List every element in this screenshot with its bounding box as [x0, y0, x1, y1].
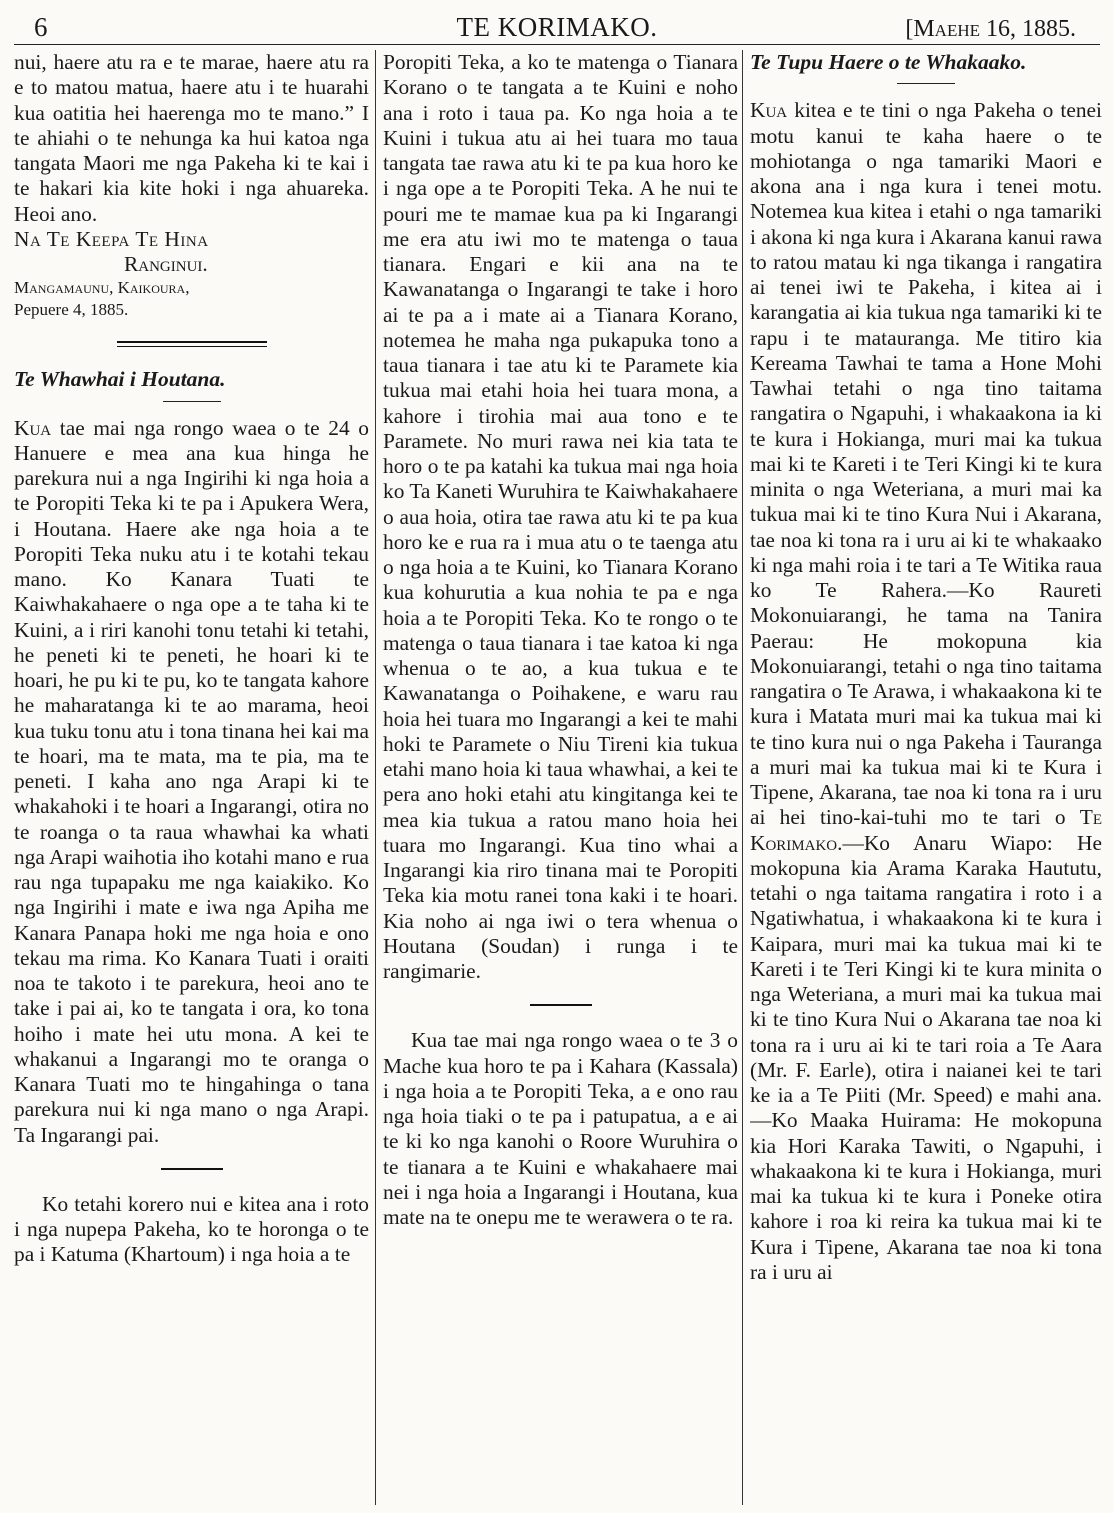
- column-divider: [375, 50, 376, 1505]
- signature-line: Ranginui.: [124, 252, 208, 276]
- article-paragraph: Ko tetahi korero nui e kitea ana i roto i nga nupepa Pakeha, ko te horonga o te pa i Katuma (Khartoum) i nga hoia a te: [14, 1191, 369, 1267]
- signature-line: Na Te Keepa Te Hina: [14, 226, 209, 251]
- dateline-date: Pepuere 4, 1885.: [14, 300, 129, 320]
- heading-rule: [163, 401, 221, 402]
- article-paragraph: nui, haere atu ra e te marae, haere atu ra e to matou matua, haere atu i te huarahi kua oatitia hei haerenga mo te mano.” I te ahiahi o te nehunga ka hui katoa nga tangata Maori me nga Pakeha ki te kai i te hakari kia kite hoki i nga ahuareka. Heoi ano.: [14, 50, 369, 226]
- article-paragraph: Poropiti Teka, a ko te matenga o Tianara Korano o te tangata a te Kuini e noho ana i roto i taua pa. Ko nga hoia a te Kuini i tukua atu ai hei tuara mo taua tangata tae rawa atu ki te pa kua horo ke i nga ope a te Poropiti Teka. A he nui te pouri me te mamae kua pa ki Ingarangi me era atu iwi mo te matenga o taua tianara. Engari e kii ana na te Kawanatanga o Ingarangi te take i horo ai te pa a i mate ai a Tianara Korano, notemea he maha nga pukapuka tono a taua tianara i tae atu ki te Paramete kia tukua mai etahi hoia hei tuara mona, a kahore i tirohia mai aua tono e te Paramete. No muri rawa nei kia tata te horo o te pa katahi ka tukua mai nga hoia ko Ta Kaneti Wuruhira te Kaiwhakahaere o aua hoia, otira tae rawa atu ki te pa kua horo ke e rua ra i mua atu o te taenga atu o nga hoia a te Kuini, ko Tianara Korano kua kohurutia a kua nohia te pa e nga hoia a te Poropiti Teka. Ko te rongo o te matenga o taua tianara i tae katoa ki nga whenua o te ao, a kua tukua e te Kawanatanga o Poihakene, e waru rau hoia hei tuara mo Ingarangi a kei te mahi hoki te Paramete o Niu Tireni kia tukua etahi mano hoia ki taua whawhai, a kei te pera ano hoki etahi atu kingitanga kei te mea kia tukua a ratou mano hoia hei tuara mo Ingarangi. Kua tino whai a Ingarangi kia riro tinana mai te Poropiti Teka kia motu ranei tona kaki i te hoari. Kia noho ai nga iwi o tera whenua o Houtana (Soudan) i runga i te rangimarie.: [383, 50, 738, 983]
- column-2: [383, 50, 738, 1505]
- heading-rule: [897, 83, 955, 84]
- article-paragraph: Kua tae mai nga rongo waea o te 3 o Mache kua horo te pa i Kahara (Kassala) i nga hoia a te Poropiti Teka, a e ono rau nga hoia tiaki o te pa i patupatua, a e ai te ki ko nga kanohi o Roore Wuruhira o te tianara a te Kuini e whakahaere mai nei i nga hoia a Ingarangi i Houtana, kua mate na te onepu me te werawera o te ra.: [383, 1028, 738, 1229]
- column-3: [750, 50, 1102, 1505]
- section-divider: [117, 341, 267, 347]
- article-heading: Te Whawhai i Houtana.: [14, 367, 226, 392]
- masthead-title: TE KORIMAKO.: [456, 12, 658, 42]
- page-header: [32, 8, 1082, 42]
- section-divider: [530, 1004, 592, 1006]
- column-1: [14, 50, 369, 1505]
- issue-date: [Maehe 16, 1885.: [905, 16, 1076, 42]
- header-rule: [14, 44, 1100, 45]
- section-divider: [161, 1168, 223, 1170]
- page-number: 6: [34, 12, 48, 42]
- article-paragraph: Kua kitea e te tini o nga Pakeha o tenei motu kanui te kaha haere o te mohiotanga o nga tamariki Maori e akona ana i nga kura i tenei motu. Notemea kua kitea i etahi o nga tamariki i akona ki nga kura i Akarana kanui rawa to ratou matau ki nga tikanga i rangatira ai tenei iwi te Pakeha, i kitea ai i karangatia ai kia tukua nga tamariki ki te rapu i te matauranga. Me titiro kia Kereama Tawhai te tama a Hone Mohi Tawhai tetahi o nga tino taitama rangatira o Ngapuhi, i whakaakona ia ki te kura i Hokianga, muri mai ka tukua mai ki te Kareti i te Teri Kingi ki te kura minita o nga Weteriana, a muri mai ka tukua mai ki te tino Kura Nui i Akarana, tae noa ki tona ra i uru ai ki te whakaako ki nga mahi roia i te tari a Te Witika raua ko Te Rahera.—Ko Raureti Mokonuiarangi, he tama na Tanira Paerau: He mokopuna kia Mokonuiarangi, tetahi o nga tino taitama rangatira o Te Arawa, i whakaakona ki te kura i Matata muri mai ka tukua mai ki te tino kura nui o nga Pakeha i Tauranga a muri mai ka tukua mai ki te Kura i Tipene, Akarana, tae noa ki tona ra i uru ai hei tino-kai-tuhi mo te tari o Te Korimako.—Ko Anaru Wiapo: He mokopuna kia Arama Karaka Haututu, tetahi o nga taitama rangatira i roto i a Ngatiwhatua, i whakaakona ki te kura i Kaipara, muri mai ka tukua mai ki te Kareti i te Teri Kingi ki te kura minita o nga Weteriana, a muri mai ka tukua mai ki te tino Kura Nui o Akarana tae noa ki tona ra i uru ai ki te tari roia a Te Aara (Mr. F. Earle), otira i naianei kei te tari ke ia a Te Piiti (Mr. Speed) e mahi ana.—Ko Maaka Huirama: He mokopuna kia Hori Karaka Tawiti, o Ngapuhi, i whakaakona ki te kura i Hokianga, muri mai ka tukua ki te kura i Poneke otira kahore i roa ki reira ka tukua mai ki te Kura i Tipene, Akarana tae noa ki tona ra i uru ai: [750, 98, 1102, 1284]
- article-paragraph: Kua tae mai nga rongo waea o te 24 o Hanuere e mea ana kua hinga he parekura nui a nga Ingirihi ki nga hoia a te Poropiti Teka ki te pa i Apukera Wera, i Houtana. Haere ake nga hoia a te Poropiti Teka nuku atu i te kotahi tekau mano. Ko Kanara Tuati te Kaiwhakahaere o nga ope a te taha ki te Kuini, a i riri kanohi tonu tetahi ki tetahi, he peneti ki te peneti, he hoari ki te hoari, he pu ki te pu, ko te tangata kahore he maharatanga ki te ao marama, heoi kua tuku tonu atu i tona tinana hei kai ma te hoari, ma te mata, ma te pia, ma te peneti. I kaha ano nga Arapi ki te whakahoki i te hoari a Ingarangi, otira no te roanga o ta raua whawhai ka whati nga Arapi waihotia iho kotahi mano e rua rau nga tupapaku me nga kaiakiko. Ko nga Ingirihi i mate e iwa nga Apiha me Kanara Panapa hoki me nga hoia e ono tekau ma rima. Ko Kanara Tuati i oraiti noa te takoto i te parekura, heoi ano te take i pai ai, ko te tangata i ora, ko tona hoiho i mate hei utu mona. A kei te whakanui a Ingarangi mo te oranga o Kanara Tuati mo te hingahinga o tana parekura nui ki nga mano o nga Arapi. Ta Ingarangi pai.: [14, 415, 369, 1147]
- dateline-place: Mangamaunu, Kaikoura,: [14, 278, 190, 298]
- column-divider: [742, 50, 743, 1505]
- article-heading: Te Tupu Haere o te Whakaako.: [750, 50, 1027, 74]
